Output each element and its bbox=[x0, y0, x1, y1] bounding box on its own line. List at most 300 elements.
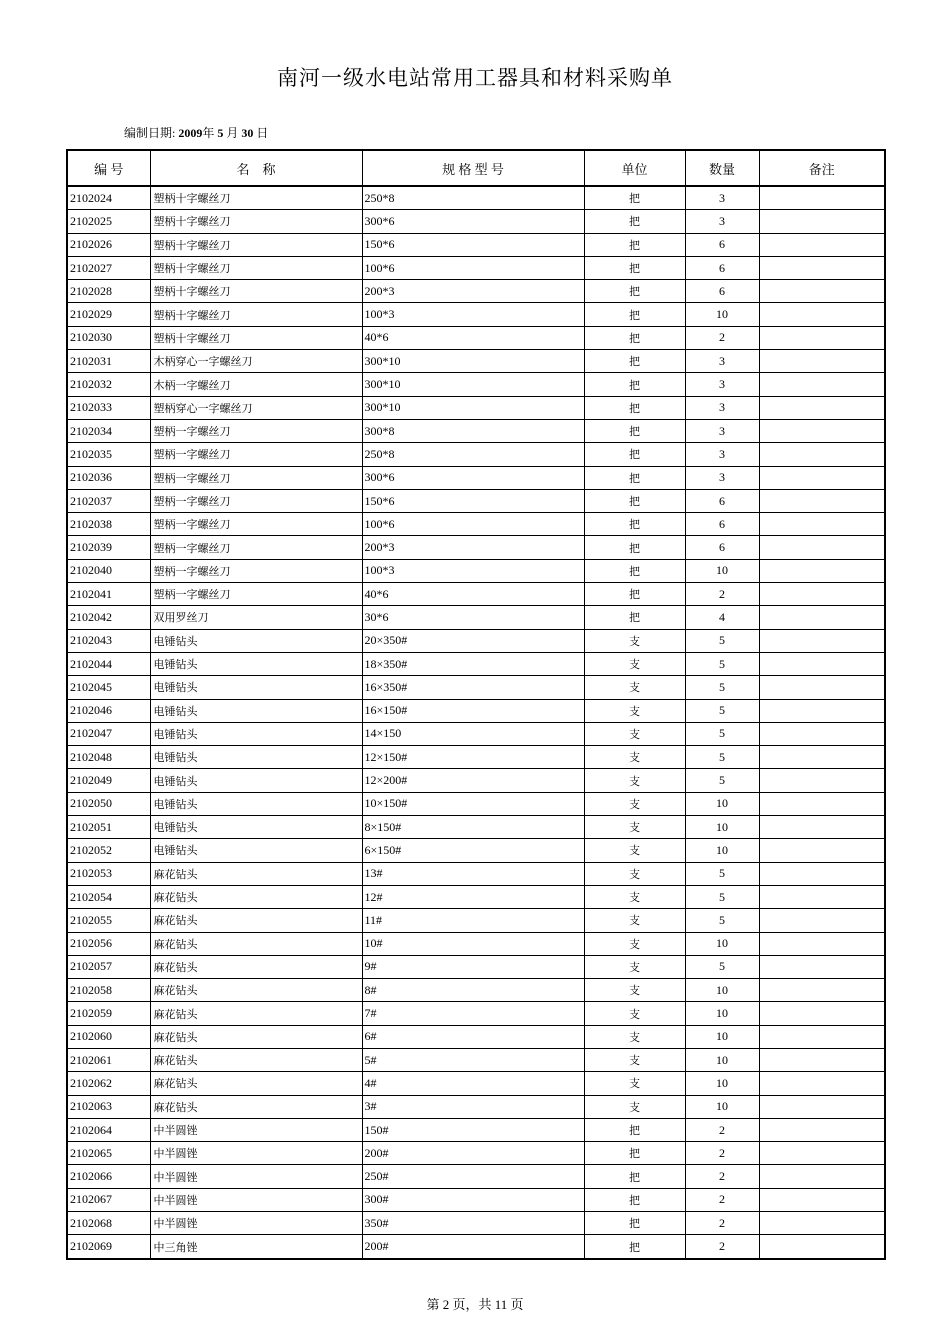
cell-unit: 支 bbox=[584, 1072, 685, 1095]
cell-code: 2102063 bbox=[67, 1095, 150, 1118]
cell-unit: 把 bbox=[584, 210, 685, 233]
cell-name: 塑柄十字螺丝刀 bbox=[150, 280, 362, 303]
cell-quantity: 3 bbox=[685, 350, 759, 373]
cell-quantity: 2 bbox=[685, 326, 759, 349]
cell-unit: 把 bbox=[584, 373, 685, 396]
cell-remarks bbox=[759, 443, 885, 466]
cell-unit: 把 bbox=[584, 536, 685, 559]
cell-spec: 30*6 bbox=[362, 606, 584, 629]
cell-remarks bbox=[759, 769, 885, 792]
table-row bbox=[67, 210, 885, 233]
cell-code: 2102028 bbox=[67, 280, 150, 303]
cell-remarks bbox=[759, 466, 885, 489]
cell-name: 木柄穿心一字螺丝刀 bbox=[150, 350, 362, 373]
cell-name: 塑柄十字螺丝刀 bbox=[150, 303, 362, 326]
cell-code: 2102062 bbox=[67, 1072, 150, 1095]
cell-remarks bbox=[759, 396, 885, 419]
cell-spec: 13# bbox=[362, 862, 584, 885]
cell-code: 2102050 bbox=[67, 792, 150, 815]
table-row bbox=[67, 1212, 885, 1235]
cell-spec: 300*6 bbox=[362, 210, 584, 233]
cell-unit: 把 bbox=[584, 186, 685, 210]
cell-name: 电锤钻头 bbox=[150, 816, 362, 839]
cell-unit: 把 bbox=[584, 443, 685, 466]
cell-unit: 支 bbox=[584, 909, 685, 932]
cell-quantity: 3 bbox=[685, 210, 759, 233]
table-row bbox=[67, 1025, 885, 1048]
cell-remarks bbox=[759, 210, 885, 233]
cell-spec: 200*3 bbox=[362, 536, 584, 559]
cell-spec: 100*3 bbox=[362, 303, 584, 326]
cell-name: 塑柄十字螺丝刀 bbox=[150, 256, 362, 279]
table-row bbox=[67, 1165, 885, 1188]
cell-spec: 300*6 bbox=[362, 466, 584, 489]
cell-quantity: 10 bbox=[685, 1048, 759, 1071]
cell-remarks bbox=[759, 979, 885, 1002]
date-day: 30 bbox=[241, 126, 254, 140]
cell-quantity: 3 bbox=[685, 443, 759, 466]
cell-unit: 支 bbox=[584, 955, 685, 978]
cell-name: 塑柄一字螺丝刀 bbox=[150, 466, 362, 489]
table-row bbox=[67, 909, 885, 932]
table-row bbox=[67, 559, 885, 582]
table-row bbox=[67, 722, 885, 745]
cell-remarks bbox=[759, 722, 885, 745]
table-row bbox=[67, 1095, 885, 1118]
cell-code: 2102068 bbox=[67, 1212, 150, 1235]
cell-name: 塑柄一字螺丝刀 bbox=[150, 583, 362, 606]
cell-code: 2102030 bbox=[67, 326, 150, 349]
cell-remarks bbox=[759, 233, 885, 256]
cell-spec: 250*8 bbox=[362, 186, 584, 210]
cell-name: 麻花钻头 bbox=[150, 1025, 362, 1048]
cell-spec: 100*6 bbox=[362, 513, 584, 536]
cell-name: 麻花钻头 bbox=[150, 862, 362, 885]
cell-spec: 250# bbox=[362, 1165, 584, 1188]
cell-name: 塑柄穿心一字螺丝刀 bbox=[150, 396, 362, 419]
cell-code: 2102067 bbox=[67, 1188, 150, 1211]
cell-quantity: 10 bbox=[685, 1095, 759, 1118]
cell-remarks bbox=[759, 1212, 885, 1235]
cell-quantity: 2 bbox=[685, 1235, 759, 1259]
cell-name: 麻花钻头 bbox=[150, 955, 362, 978]
table-row bbox=[67, 536, 885, 559]
cell-name: 塑柄一字螺丝刀 bbox=[150, 513, 362, 536]
table-row bbox=[67, 955, 885, 978]
cell-remarks bbox=[759, 606, 885, 629]
cell-quantity: 5 bbox=[685, 769, 759, 792]
cell-remarks bbox=[759, 816, 885, 839]
cell-unit: 支 bbox=[584, 769, 685, 792]
cell-unit: 把 bbox=[584, 303, 685, 326]
document-title: 南河一级水电站常用工器具和材料采购单 bbox=[277, 66, 673, 90]
cell-remarks bbox=[759, 583, 885, 606]
cell-unit: 把 bbox=[584, 396, 685, 419]
cell-quantity: 6 bbox=[685, 256, 759, 279]
table-row bbox=[67, 979, 885, 1002]
cell-code: 2102034 bbox=[67, 419, 150, 442]
cell-unit: 把 bbox=[584, 559, 685, 582]
cell-code: 2102026 bbox=[67, 233, 150, 256]
cell-remarks bbox=[759, 373, 885, 396]
cell-code: 2102065 bbox=[67, 1142, 150, 1165]
header-spec: 规 格 型 号 bbox=[362, 150, 584, 186]
cell-remarks bbox=[759, 955, 885, 978]
table-row bbox=[67, 1072, 885, 1095]
table-row bbox=[67, 1118, 885, 1141]
cell-unit: 支 bbox=[584, 885, 685, 908]
cell-spec: 16×350# bbox=[362, 676, 584, 699]
table-row bbox=[67, 652, 885, 675]
cell-remarks bbox=[759, 1188, 885, 1211]
cell-quantity: 10 bbox=[685, 303, 759, 326]
cell-code: 2102029 bbox=[67, 303, 150, 326]
table-row bbox=[67, 932, 885, 955]
cell-code: 2102037 bbox=[67, 489, 150, 512]
cell-remarks bbox=[759, 513, 885, 536]
cell-name: 中半圆锉 bbox=[150, 1142, 362, 1165]
cell-remarks bbox=[759, 489, 885, 512]
cell-remarks bbox=[759, 536, 885, 559]
cell-name: 塑柄十字螺丝刀 bbox=[150, 186, 362, 210]
cell-spec: 9# bbox=[362, 955, 584, 978]
cell-name: 塑柄一字螺丝刀 bbox=[150, 559, 362, 582]
cell-spec: 40*6 bbox=[362, 326, 584, 349]
cell-quantity: 10 bbox=[685, 932, 759, 955]
table-row bbox=[67, 1235, 885, 1259]
cell-code: 2102041 bbox=[67, 583, 150, 606]
cell-remarks bbox=[759, 792, 885, 815]
cell-code: 2102048 bbox=[67, 746, 150, 769]
cell-name: 电锤钻头 bbox=[150, 839, 362, 862]
cell-quantity: 10 bbox=[685, 979, 759, 1002]
cell-quantity: 3 bbox=[685, 373, 759, 396]
table-row bbox=[67, 816, 885, 839]
table-row bbox=[67, 513, 885, 536]
date-label: 编制日期: bbox=[124, 126, 176, 140]
cell-quantity: 10 bbox=[685, 559, 759, 582]
cell-name: 塑柄一字螺丝刀 bbox=[150, 489, 362, 512]
cell-quantity: 6 bbox=[685, 536, 759, 559]
cell-code: 2102060 bbox=[67, 1025, 150, 1048]
cell-unit: 把 bbox=[584, 1188, 685, 1211]
cell-name: 木柄一字螺丝刀 bbox=[150, 373, 362, 396]
cell-code: 2102069 bbox=[67, 1235, 150, 1259]
cell-unit: 把 bbox=[584, 489, 685, 512]
table-row bbox=[67, 862, 885, 885]
cell-remarks bbox=[759, 839, 885, 862]
cell-quantity: 5 bbox=[685, 629, 759, 652]
cell-unit: 支 bbox=[584, 1048, 685, 1071]
cell-spec: 16×150# bbox=[362, 699, 584, 722]
cell-unit: 把 bbox=[584, 466, 685, 489]
table-row bbox=[67, 1002, 885, 1025]
cell-unit: 把 bbox=[584, 1142, 685, 1165]
cell-spec: 14×150 bbox=[362, 722, 584, 745]
cell-unit: 支 bbox=[584, 1095, 685, 1118]
cell-unit: 把 bbox=[584, 1235, 685, 1259]
table-row bbox=[67, 699, 885, 722]
cell-spec: 6# bbox=[362, 1025, 584, 1048]
cell-code: 2102031 bbox=[67, 350, 150, 373]
cell-quantity: 3 bbox=[685, 186, 759, 210]
cell-quantity: 10 bbox=[685, 1002, 759, 1025]
cell-quantity: 5 bbox=[685, 746, 759, 769]
cell-unit: 把 bbox=[584, 233, 685, 256]
cell-unit: 把 bbox=[584, 1118, 685, 1141]
cell-spec: 300# bbox=[362, 1188, 584, 1211]
cell-quantity: 5 bbox=[685, 722, 759, 745]
cell-name: 电锤钻头 bbox=[150, 652, 362, 675]
cell-unit: 把 bbox=[584, 326, 685, 349]
cell-unit: 支 bbox=[584, 792, 685, 815]
table-row bbox=[67, 606, 885, 629]
cell-unit: 支 bbox=[584, 629, 685, 652]
cell-spec: 20×350# bbox=[362, 629, 584, 652]
cell-name: 麻花钻头 bbox=[150, 1048, 362, 1071]
cell-remarks bbox=[759, 746, 885, 769]
cell-spec: 8# bbox=[362, 979, 584, 1002]
cell-remarks bbox=[759, 652, 885, 675]
cell-quantity: 5 bbox=[685, 909, 759, 932]
cell-spec: 350# bbox=[362, 1212, 584, 1235]
header-code: 编 号 bbox=[67, 150, 150, 186]
cell-unit: 把 bbox=[584, 583, 685, 606]
cell-name: 麻花钻头 bbox=[150, 1072, 362, 1095]
cell-quantity: 5 bbox=[685, 676, 759, 699]
cell-name: 中半圆锉 bbox=[150, 1118, 362, 1141]
cell-quantity: 2 bbox=[685, 583, 759, 606]
table-row bbox=[67, 1188, 885, 1211]
cell-name: 塑柄一字螺丝刀 bbox=[150, 443, 362, 466]
cell-spec: 300*8 bbox=[362, 419, 584, 442]
cell-name: 塑柄十字螺丝刀 bbox=[150, 210, 362, 233]
date-month: 5 bbox=[217, 126, 224, 140]
cell-remarks bbox=[759, 699, 885, 722]
cell-unit: 支 bbox=[584, 746, 685, 769]
cell-code: 2102055 bbox=[67, 909, 150, 932]
cell-code: 2102066 bbox=[67, 1165, 150, 1188]
cell-code: 2102058 bbox=[67, 979, 150, 1002]
cell-spec: 12×200# bbox=[362, 769, 584, 792]
cell-code: 2102035 bbox=[67, 443, 150, 466]
cell-spec: 150*6 bbox=[362, 233, 584, 256]
cell-code: 2102057 bbox=[67, 955, 150, 978]
cell-name: 麻花钻头 bbox=[150, 932, 362, 955]
cell-quantity: 10 bbox=[685, 1025, 759, 1048]
cell-unit: 把 bbox=[584, 256, 685, 279]
cell-code: 2102036 bbox=[67, 466, 150, 489]
cell-code: 2102046 bbox=[67, 699, 150, 722]
cell-quantity: 5 bbox=[685, 955, 759, 978]
cell-remarks bbox=[759, 1118, 885, 1141]
table-row bbox=[67, 396, 885, 419]
table-row bbox=[67, 792, 885, 815]
cell-spec: 7# bbox=[362, 1002, 584, 1025]
cell-code: 2102040 bbox=[67, 559, 150, 582]
cell-code: 2102059 bbox=[67, 1002, 150, 1025]
cell-quantity: 3 bbox=[685, 419, 759, 442]
cell-quantity: 4 bbox=[685, 606, 759, 629]
cell-name: 麻花钻头 bbox=[150, 909, 362, 932]
cell-unit: 支 bbox=[584, 816, 685, 839]
cell-code: 2102061 bbox=[67, 1048, 150, 1071]
cell-code: 2102051 bbox=[67, 816, 150, 839]
cell-unit: 支 bbox=[584, 676, 685, 699]
table-row bbox=[67, 1142, 885, 1165]
cell-quantity: 5 bbox=[685, 862, 759, 885]
cell-unit: 支 bbox=[584, 722, 685, 745]
cell-remarks bbox=[759, 256, 885, 279]
cell-remarks bbox=[759, 186, 885, 210]
cell-name: 麻花钻头 bbox=[150, 1002, 362, 1025]
table-row bbox=[67, 885, 885, 908]
date-year-unit: 年 bbox=[202, 126, 215, 140]
date-day-unit: 日 bbox=[256, 126, 269, 140]
cell-spec: 150# bbox=[362, 1118, 584, 1141]
cell-code: 2102024 bbox=[67, 186, 150, 210]
table-row bbox=[67, 1048, 885, 1071]
cell-spec: 250*8 bbox=[362, 443, 584, 466]
cell-remarks bbox=[759, 419, 885, 442]
cell-name: 电锤钻头 bbox=[150, 699, 362, 722]
table-row bbox=[67, 256, 885, 279]
cell-name: 电锤钻头 bbox=[150, 629, 362, 652]
cell-spec: 8×150# bbox=[362, 816, 584, 839]
cell-unit: 把 bbox=[584, 1212, 685, 1235]
cell-spec: 5# bbox=[362, 1048, 584, 1071]
table-row bbox=[67, 466, 885, 489]
cell-code: 2102053 bbox=[67, 862, 150, 885]
cell-quantity: 6 bbox=[685, 489, 759, 512]
table-row bbox=[67, 303, 885, 326]
table-header-row bbox=[67, 150, 885, 186]
cell-quantity: 3 bbox=[685, 466, 759, 489]
cell-remarks bbox=[759, 1025, 885, 1048]
cell-unit: 支 bbox=[584, 862, 685, 885]
cell-name: 双用罗丝刀 bbox=[150, 606, 362, 629]
table-row bbox=[67, 186, 885, 210]
table-row bbox=[67, 326, 885, 349]
cell-spec: 100*6 bbox=[362, 256, 584, 279]
cell-spec: 200*3 bbox=[362, 280, 584, 303]
cell-code: 2102064 bbox=[67, 1118, 150, 1141]
cell-spec: 200# bbox=[362, 1235, 584, 1259]
date-year: 2009 bbox=[178, 126, 203, 140]
cell-remarks bbox=[759, 1095, 885, 1118]
table-row bbox=[67, 629, 885, 652]
cell-code: 2102033 bbox=[67, 396, 150, 419]
cell-unit: 支 bbox=[584, 652, 685, 675]
cell-name: 中半圆锉 bbox=[150, 1212, 362, 1235]
table-row bbox=[67, 583, 885, 606]
table-row bbox=[67, 373, 885, 396]
cell-quantity: 6 bbox=[685, 513, 759, 536]
cell-name: 麻花钻头 bbox=[150, 885, 362, 908]
header-unit: 单位 bbox=[584, 150, 685, 186]
cell-name: 电锤钻头 bbox=[150, 769, 362, 792]
cell-quantity: 6 bbox=[685, 233, 759, 256]
cell-quantity: 10 bbox=[685, 816, 759, 839]
header-quantity: 数量 bbox=[685, 150, 759, 186]
cell-name: 电锤钻头 bbox=[150, 722, 362, 745]
cell-remarks bbox=[759, 350, 885, 373]
cell-remarks bbox=[759, 559, 885, 582]
cell-spec: 10×150# bbox=[362, 792, 584, 815]
cell-code: 2102038 bbox=[67, 513, 150, 536]
cell-code: 2102025 bbox=[67, 210, 150, 233]
cell-spec: 12# bbox=[362, 885, 584, 908]
table-row bbox=[67, 350, 885, 373]
cell-name: 中三角锉 bbox=[150, 1235, 362, 1259]
table-row bbox=[67, 746, 885, 769]
cell-code: 2102052 bbox=[67, 839, 150, 862]
cell-spec: 100*3 bbox=[362, 559, 584, 582]
compile-date bbox=[124, 124, 268, 141]
table-row bbox=[67, 443, 885, 466]
cell-name: 电锤钻头 bbox=[150, 746, 362, 769]
date-month-unit: 月 bbox=[226, 126, 239, 140]
cell-code: 2102047 bbox=[67, 722, 150, 745]
cell-spec: 12×150# bbox=[362, 746, 584, 769]
table-row bbox=[67, 769, 885, 792]
cell-quantity: 10 bbox=[685, 792, 759, 815]
cell-quantity: 2 bbox=[685, 1118, 759, 1141]
cell-remarks bbox=[759, 303, 885, 326]
cell-unit: 把 bbox=[584, 419, 685, 442]
cell-name: 塑柄一字螺丝刀 bbox=[150, 536, 362, 559]
cell-spec: 300*10 bbox=[362, 350, 584, 373]
cell-quantity: 2 bbox=[685, 1212, 759, 1235]
cell-code: 2102043 bbox=[67, 629, 150, 652]
cell-quantity: 2 bbox=[685, 1142, 759, 1165]
table-row bbox=[67, 839, 885, 862]
cell-code: 2102044 bbox=[67, 652, 150, 675]
table-row bbox=[67, 489, 885, 512]
header-name: 名 称 bbox=[150, 150, 362, 186]
cell-name: 塑柄一字螺丝刀 bbox=[150, 419, 362, 442]
cell-name: 中半圆锉 bbox=[150, 1165, 362, 1188]
cell-code: 2102056 bbox=[67, 932, 150, 955]
cell-spec: 150*6 bbox=[362, 489, 584, 512]
cell-code: 2102049 bbox=[67, 769, 150, 792]
cell-unit: 把 bbox=[584, 1165, 685, 1188]
cell-spec: 10# bbox=[362, 932, 584, 955]
cell-remarks bbox=[759, 1165, 885, 1188]
cell-unit: 支 bbox=[584, 699, 685, 722]
cell-spec: 200# bbox=[362, 1142, 584, 1165]
table-row bbox=[67, 676, 885, 699]
cell-name: 塑柄十字螺丝刀 bbox=[150, 233, 362, 256]
cell-code: 2102054 bbox=[67, 885, 150, 908]
table-row bbox=[67, 419, 885, 442]
cell-name: 中半圆锉 bbox=[150, 1188, 362, 1211]
cell-spec: 11# bbox=[362, 909, 584, 932]
cell-remarks bbox=[759, 326, 885, 349]
cell-remarks bbox=[759, 1002, 885, 1025]
cell-unit: 支 bbox=[584, 839, 685, 862]
cell-remarks bbox=[759, 932, 885, 955]
cell-spec: 300*10 bbox=[362, 396, 584, 419]
cell-remarks bbox=[759, 1072, 885, 1095]
page-footer: 第 2 页，共 11 页 bbox=[426, 1297, 524, 1312]
cell-code: 2102039 bbox=[67, 536, 150, 559]
purchase-table bbox=[66, 149, 886, 1260]
header-remarks: 备注 bbox=[759, 150, 885, 186]
cell-quantity: 5 bbox=[685, 699, 759, 722]
table-body bbox=[67, 186, 885, 1259]
cell-quantity: 3 bbox=[685, 396, 759, 419]
